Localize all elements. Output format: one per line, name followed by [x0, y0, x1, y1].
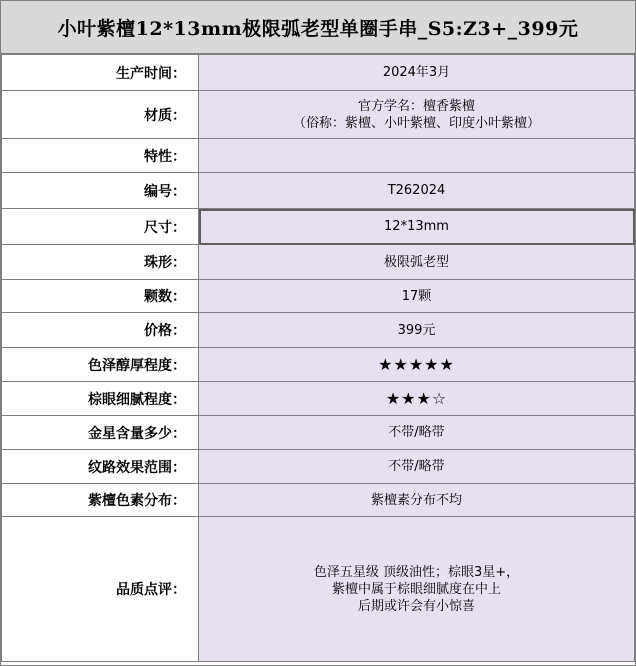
- row-label-quality-review: 品质点评：: [2, 517, 199, 662]
- table-row: [2, 173, 635, 209]
- row-label-size: 尺寸：: [2, 209, 199, 245]
- row-label-pigment: 紫檀色素分布：: [2, 484, 199, 517]
- row-label-grain-range: 纹路效果范围：: [2, 450, 199, 484]
- row-value-size-selected-cell[interactable]: 12*13mm: [199, 209, 635, 245]
- table-row: [2, 416, 635, 450]
- table-row: [2, 139, 635, 173]
- row-value-color-richness-stars[interactable]: ★★★★★: [199, 348, 635, 382]
- row-label-serial: 编号：: [2, 173, 199, 209]
- table-row: [2, 209, 635, 245]
- row-value-grain-range[interactable]: 不带/略带: [199, 450, 635, 484]
- row-value-material[interactable]: 官方学名：檀香紫檀 （俗称：紫檀、小叶紫檀、印度小叶紫檀）: [199, 91, 635, 139]
- spec-table: [1, 54, 635, 662]
- row-value-quality-review[interactable]: 色泽五星级 顶级油性；棕眼3星+， 紫檀中属于棕眼细腻度在中上 后期或许会有小惊喜: [199, 517, 635, 662]
- table-row: [2, 280, 635, 313]
- row-value-production-time[interactable]: 2024年3月: [199, 55, 635, 91]
- row-label-color-richness: 色泽醇厚程度：: [2, 348, 199, 382]
- table-row: [2, 348, 635, 382]
- table-row: [2, 517, 635, 662]
- row-label-pore-fineness: 棕眼细腻程度：: [2, 382, 199, 416]
- row-label-gold-star: 金星含量多少：: [2, 416, 199, 450]
- table-row: [2, 313, 635, 348]
- row-value-price[interactable]: 399元: [199, 313, 635, 348]
- sheet-title: 小叶紫檀12*13mm极限弧老型单圈手串_S5:Z3+_399元: [1, 1, 635, 54]
- table-row: [2, 484, 635, 517]
- table-row: [2, 382, 635, 416]
- row-value-bead-shape[interactable]: 极限弧老型: [199, 245, 635, 280]
- table-row: [2, 91, 635, 139]
- table-row: [2, 450, 635, 484]
- row-label-feature: 特性：: [2, 139, 199, 173]
- row-value-bead-count[interactable]: 17颗: [199, 280, 635, 313]
- row-label-bead-count: 颗数：: [2, 280, 199, 313]
- row-label-price: 价格：: [2, 313, 199, 348]
- row-value-serial[interactable]: T262024: [199, 173, 635, 209]
- row-label-material: 材质：: [2, 91, 199, 139]
- table-row: [2, 245, 635, 280]
- row-label-production-time: 生产时间：: [2, 55, 199, 91]
- table-row: [2, 55, 635, 91]
- row-value-pore-fineness-stars[interactable]: ★★★☆: [199, 382, 635, 416]
- row-label-bead-shape: 珠形：: [2, 245, 199, 280]
- row-value-pigment[interactable]: 紫檀素分布不均: [199, 484, 635, 517]
- row-value-gold-star[interactable]: 不带/略带: [199, 416, 635, 450]
- row-value-feature[interactable]: [199, 139, 635, 173]
